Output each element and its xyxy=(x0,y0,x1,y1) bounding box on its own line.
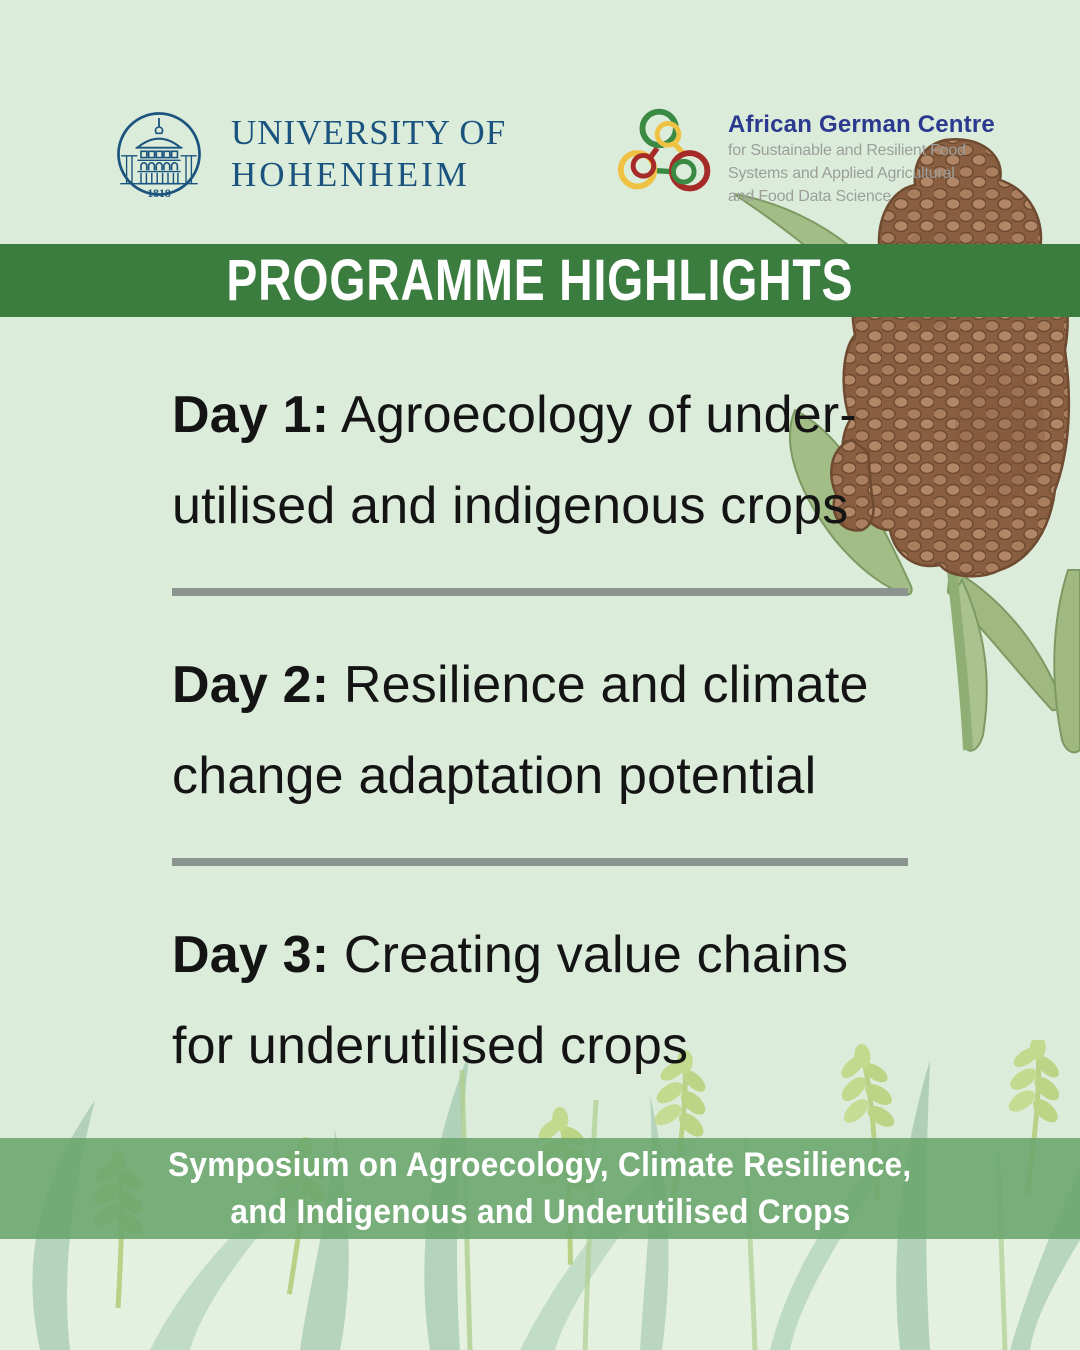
day-3-item xyxy=(172,910,932,1092)
programme-highlights-banner xyxy=(0,244,1080,317)
divider-1 xyxy=(172,588,908,596)
day-2-label: Day 2: xyxy=(172,656,330,714)
day-2-line2: change adaptation potential xyxy=(172,747,817,805)
university-name-line1: UNIVERSITY OF xyxy=(231,113,507,152)
day-1-line1 xyxy=(172,370,932,461)
day-2-line1 xyxy=(172,640,932,731)
day-2-topic-start: Resilience and climate xyxy=(329,656,869,714)
day-3-line1 xyxy=(172,910,932,1001)
symposium-banner-line1: Symposium on Agroecology, Climate Resilience, xyxy=(168,1145,912,1184)
banner-title: PROGRAMME HIGHLIGHTS xyxy=(226,248,854,313)
day-3-label: Day 3: xyxy=(172,926,330,984)
symposium-banner xyxy=(0,1138,1080,1239)
day-1-line2: utilised and indigenous crops xyxy=(172,477,849,535)
divider-2 xyxy=(172,858,908,866)
university-name-line2: HOHENHEIM xyxy=(231,155,470,194)
centre-subtitle-line1: for Sustainable and Resilient Food xyxy=(728,142,966,159)
centre-subtitle-line3: and Food Data Science xyxy=(728,188,892,205)
centre-subtitle-line2: Systems and Applied Agricultural xyxy=(728,165,955,182)
crest-year: 1818 xyxy=(147,187,171,201)
day-3-topic-start: Creating value chains xyxy=(329,926,849,984)
centre-title: African German Centre xyxy=(728,111,995,138)
day-1-item xyxy=(172,370,932,552)
day-1-topic-start: Agroecology of under- xyxy=(329,386,857,444)
day-3-line2: for underutilised crops xyxy=(172,1017,689,1075)
symposium-banner-line2: and Indigenous and Underutilised Crops xyxy=(229,1192,851,1231)
day-2-item xyxy=(172,640,932,822)
day-1-label: Day 1: xyxy=(172,386,330,444)
